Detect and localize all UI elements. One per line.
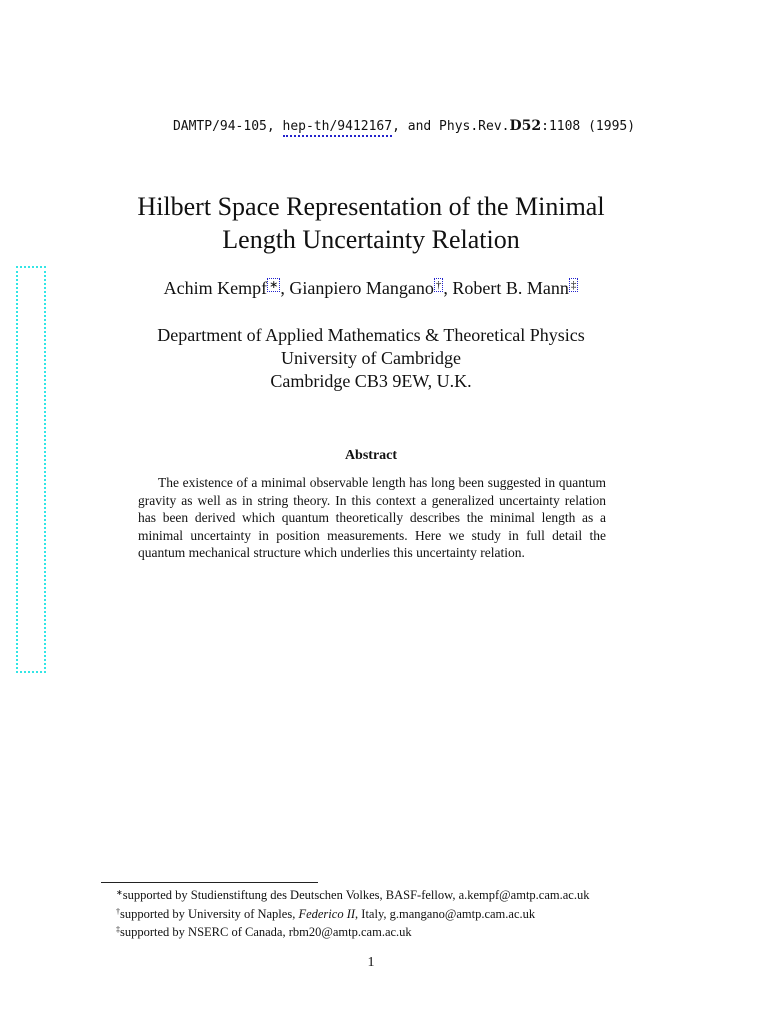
- reference-line: [0, 118, 768, 134]
- footnote: [116, 922, 656, 941]
- footnote: [116, 904, 656, 923]
- author-list: Achim Kempf ∗ , Gianpiero Mangano † , Robert B. Mann ‡: [163, 278, 577, 298]
- footnote-text: supported by University of Naples,: [120, 906, 299, 921]
- abstract-text: The existence of a minimal observable length has long been suggested in quantum gravity as well as in string theory. In this context a generalized uncertainty relation has been derived which quantum theoretically describes the minimal length as a minimal uncertainty in position measurements. Here we study in full detail the quantum mechanical structure which underlies this uncertainty relation.: [138, 475, 606, 561]
- footnote-mark: ∗: [116, 888, 123, 897]
- footnote-link[interactable]: ‡: [570, 279, 577, 291]
- footnote-italic: Federico II: [298, 906, 356, 921]
- affiliation-line-3: Cambridge CB3 9EW, U.K.: [270, 371, 472, 391]
- footnote-link[interactable]: ∗: [269, 279, 279, 291]
- page-number: 1: [367, 955, 375, 970]
- affiliation-line-1: Department of Applied Mathematics & Theoretical Physics: [157, 325, 585, 345]
- title-line-1: Hilbert Space Representation of the Minimal: [137, 192, 605, 221]
- journal-volume: D52: [509, 118, 542, 134]
- footnote: [116, 885, 656, 904]
- author-name: Robert B. Mann: [452, 278, 569, 298]
- abstract-heading: Abstract: [344, 448, 398, 463]
- footnote-text: supported by NSERC of Canada, rbm20@amtp.cam.ac.uk: [120, 925, 412, 940]
- footnote-text: , Italy, g.mangano@amtp.cam.ac.uk: [355, 906, 536, 921]
- footnote-text: supported by Studienstiftung des Deutschen Volkes, BASF-fellow, a.kempf@amtp.cam.ac.uk: [122, 888, 590, 902]
- author-name: Achim Kempf: [163, 278, 268, 298]
- title-line-2: Length Uncertainty Relation: [222, 225, 520, 254]
- author-name: Gianpiero Mangano: [289, 278, 434, 298]
- reference-middle: , and Phys.Rev.: [392, 119, 510, 134]
- arxiv-id-link[interactable]: hep-th/9412167: [283, 119, 393, 137]
- footnote-mark: ‡: [116, 925, 120, 935]
- footnote-divider: [101, 882, 318, 883]
- footnotes: [116, 885, 656, 941]
- footnote-link[interactable]: †: [435, 279, 442, 291]
- paper-title: [0, 190, 742, 256]
- affiliation-line-2: University of Cambridge: [281, 348, 461, 368]
- reference-suffix: :1108 (1995): [541, 119, 636, 134]
- reference-prefix: DAMTP/94-105,: [172, 119, 283, 134]
- footnote-mark: †: [116, 906, 120, 916]
- affiliation: [0, 324, 742, 393]
